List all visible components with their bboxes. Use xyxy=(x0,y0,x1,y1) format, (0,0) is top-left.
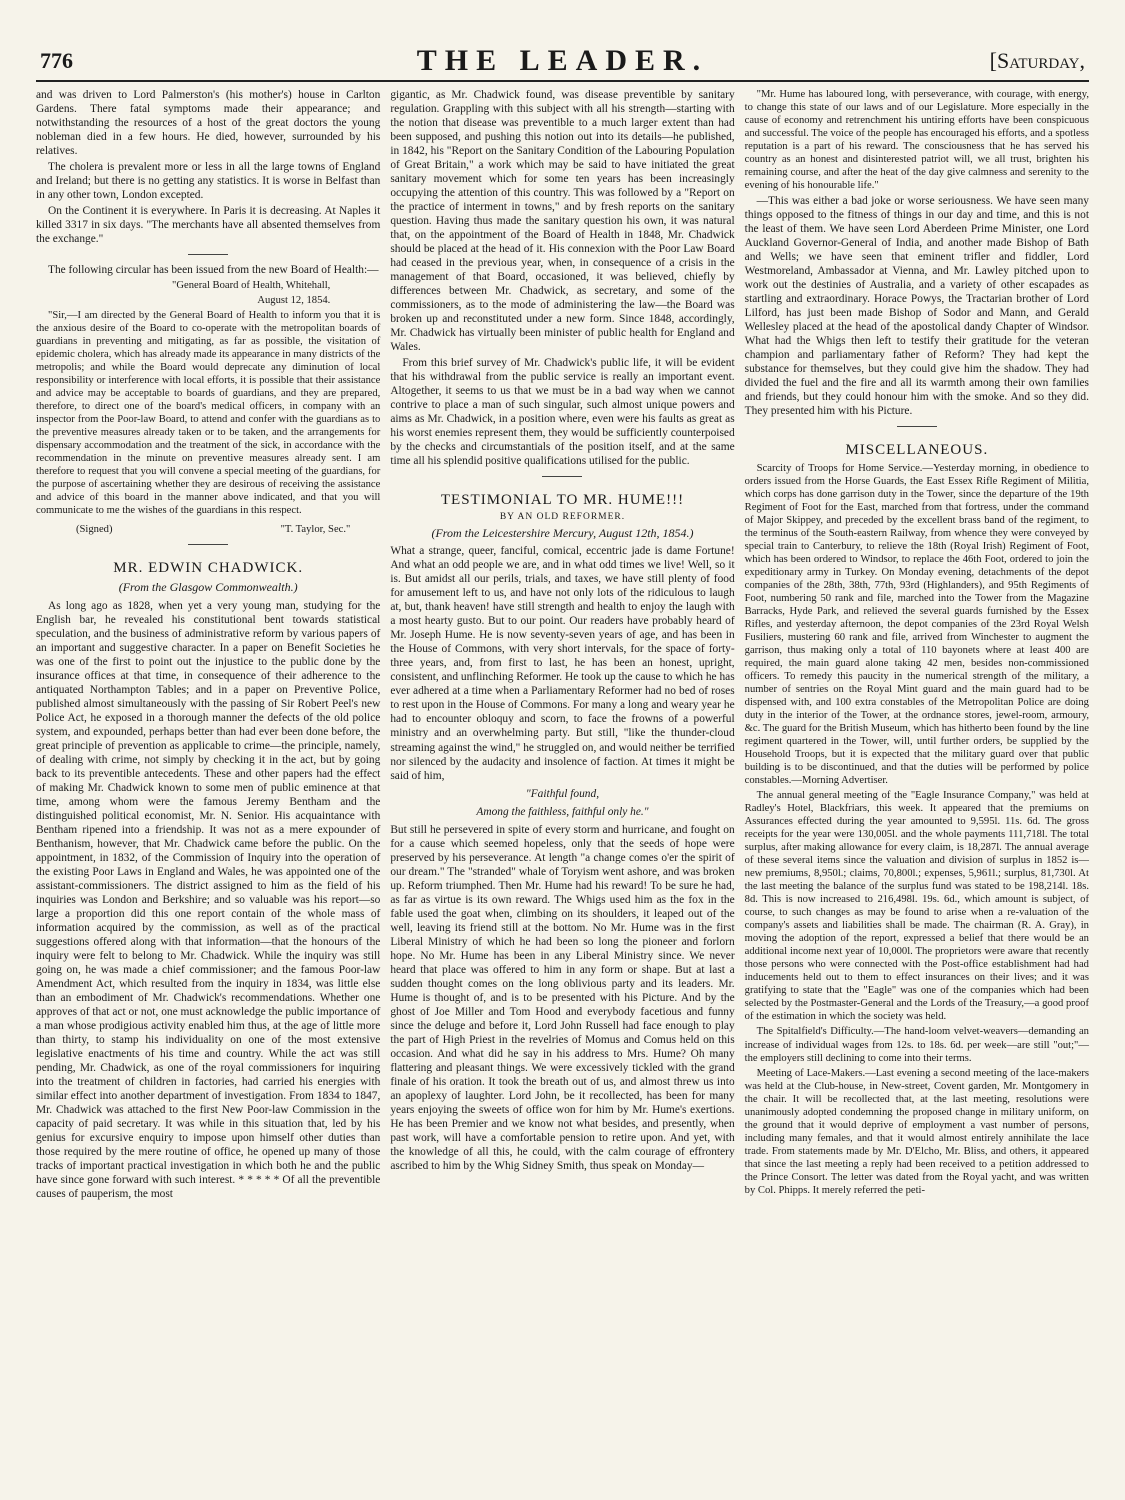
paragraph: The following circular has been issued from the new Board of Health:— xyxy=(48,264,379,277)
verse-line: "Faithful found, xyxy=(525,787,600,800)
paragraph: The cholera is prevalent more or less in all the large towns of England and Ireland; but there is no getting any statistics. It is worse in Belfast than in any other town, London excepted. xyxy=(36,161,381,202)
divider xyxy=(188,254,228,255)
paragraph: What a strange, queer, fanciful, comical, eccentric jade is dame Fortune! And what an odd people we are, and in what odd times we live! Well, so it is. But amidst all our perils, trials, and taxes, we have still plenty of food for amusement left to us, and have not only lots of the ridiculous to laugh at, but, thank heaven! have still strength and health to enjoy the laugh with a most hearty gusto. But to our point. Our readers have probably heard of Mr. Joseph Hume. He is now seventy-seven years of age, and has been in the House of Commons, with very short intervals, for the space of forty-three years, and, from first to last, he has been an honest, upright, consistent, and unflinching Reformer. He took up the cause to which he has ever adhered at a time when a Parliamentary Reformer had no bed of roses to rest upon in the House of Commons. For many a long and weary year he had to encounter obloquy and scorn, to face the frowns of a powerful ministry and an overwhelming party. But still, "like the thunder-cloud streaming against the wind," he struggled on, and would neither be terrified nor silenced by the audacity and insolence of faction. At times it might be said of him, xyxy=(390,545,735,782)
circular-date: August 12, 1854. xyxy=(257,295,331,307)
article-heading: MR. EDWIN CHADWICK. xyxy=(113,560,304,577)
news-item: Scarcity of Troops for Home Service.—Yesterday morning, in obedience to orders issued from the Horse Guards, the East Essex Rifle Regiment of Militia, which corps has done garrison duty in the Tower, since the departure of the 19th Regiment of Foot for the East, marched from that fortress, under the command of Major Skippey, and preceded by the excellent brass band of the regiment, to the terminus of the South-eastern Railway, from whence they were conveyed by special train to Canterbury, to relieve the 18th (Royal Irish) Regiment of Foot, which has been ordered to Windsor, to replace the 46th Foot, ordered to join the expeditionary army in Turkey. On Monday evening, detachments of the depot companies of the 28th, 38th, 77th, 93rd (Highlanders), and 95th Regiments of Foot, numbering 50 rank and file, marched into the Tower from the Magazine Barracks, Hyde Park, and relieved the several guards furnished by the Essex Rifles, and yesterday afternoon, the depot companies of the 23rd Royal Welsh Fusiliers, mustering 60 rank and file, arrived from Winchester to augment the garrison, thus making only a total of 110 bayonets where at least 400 are required, the main guard alone taking 42 men, besides non-commissioned officers. To remedy this paucity in the numerical strength of the military, a number of sentries on the Royal Mint guard and the main guard had to be dispensed with, and 100 extra constables of the Metropolitan Police are doing duty in the interior of the Tower, at the ordnance stores, jewel-room, armoury, &c. The guard for the British Museum, which has hitherto been found by the line regiment quartered in the Tower, will, until further orders, be supplied by the Household Troops, but it is expected that the military guard over that public building is to be discontinued, and that the duties will be performed by police constables.—Morning Advertiser. xyxy=(744,462,1089,787)
paragraph: and was driven to Lord Palmerston's (his mother's) house in Carlton Gardens. There fatal symptoms made their appearance; and notwithstanding the resources of a host of the great doctors the young nobleman died in a few hours. He died, however, surrounded by his relatives. xyxy=(36,89,381,158)
paragraph: From this brief survey of Mr. Chadwick's public life, it will be evident that his withdrawal from the public service is really an important event. Altogether, it seems to us that we must be in a bad way when we cannot contrive to place a man of such singular, such almost unique powers and aims as Mr. Chadwick, in a position where, even were his faults as great as his worst enemies represent them, they would be sufficiently counterpoised by the checks and circumstantials of the position itself, and at the same time all his splendid positive qualifications utilised for the public. xyxy=(390,357,735,468)
article-source: (From the Glasgow Commonwealth.) xyxy=(118,579,298,594)
column-2 xyxy=(390,88,734,1203)
masthead xyxy=(36,0,1089,82)
article-byline: BY AN OLD REFORMER. xyxy=(499,511,626,522)
section-heading: MISCELLANEOUS. xyxy=(845,442,989,459)
page-number: 776 xyxy=(40,48,73,73)
article-heading: TESTIMONIAL TO MR. HUME!!! xyxy=(440,492,685,509)
circular-body: "Sir,—I am directed by the General Board of Health to inform you that it is the anxious desire of the Board to co-operate with the metropolitan boards of guardians in preventing and mitigating, as far as possible, the visitation of epidemic cholera, which has already made its appearance in many districts of the metropolis; and while the Board would deprecate any diminution of local responsibility or interference with local efforts, it is possible that their assistance and advice may be acceptable to boards of guardians, and they are prepared, therefore, to direct one of the board's medical officers, in company with an inspector from the Poor-law Board, to attend and confer with the guardians as to the preventive measures already taken or to be taken, and the arrangements for dispensary accommodation and the treatment of the sick, in accordance with the recommendation in the minute on preventive measures already sent. I am therefore to request that you will convene a special meeting of the guardians, for the purpose of ascertaining whether they are desirous of receiving the assistance and advice of this board in the manner above indicated, and that you will communicate to me the wishes of the guardians in this respect. xyxy=(36,310,381,517)
columns xyxy=(36,82,1089,1203)
newspaper-title: THE LEADER. xyxy=(416,44,709,77)
news-item: The Spitalfield's Difficulty.—The hand-loom velvet-weavers—demanding an increase of individual wages from 12s. to 18s. 6d. per week—are still "out;"—the employers still declining to come into their terms. xyxy=(744,1026,1089,1064)
verse-line: Among the faithless, faithful only he." xyxy=(476,805,649,818)
article-source: (From the Leicestershire Mercury, August 12th, 1854.) xyxy=(431,525,694,540)
signature-line xyxy=(36,519,380,536)
paragraph: gigantic, as Mr. Chadwick found, was disease preventible by sanitary regulation. Grappling with this subject with all his strength—starting with the notion that disease was preventible to a much larger extent than had been supposed, and pushing this notion out into its details—he published, in 1842, his "Report on the Sanitary Condition of the Labouring Population of Great Britain," a work which may be said to have initiated the great sanitary movement which for some ten years has been increasingly occupying the attention of this country. This was followed by a "Report on the practice of interment in towns," and by fresh reports on the sanitary question. Having thus made the sanitary question his own, it was natural that, on the appointment of the Board of Health in 1848, Mr. Chadwick should be placed at the head of it. His connexion with the Poor Law Board had ceased in the previous year, when, in consequence of a crisis in the management of that Board, occasioned, it was believed, chiefly by differences between Mr. Chadwick, as secretary, and some of the commissioners, as to the mode of administering the law—the Board was broken up and reconstituted under a new form. Since 1848, accordingly, Mr. Chadwick has virtually been minister of public health for England and Wales. xyxy=(390,89,735,354)
signed-label: (Signed) xyxy=(76,524,113,536)
divider xyxy=(897,426,937,427)
news-item: Meeting of Lace-Makers.—Last evening a second meeting of the lace-makers was held at the Club-house, in New-street, Covent garden, Mr. Montgomery in the chair. It will be recollected that, at the last meeting, resolutions were unanimously adopted condemning the proposed change in military uniform, on the ground that it would deprive of employment a vast number of persons, including many females, and that it would almost entirely annihilate the lace trade. From statements made by Mr. D'Elcho, Mr. Bliss, and others, it appeared that since the last meeting a reply had been received to a petition addressed to the Prince Consort. The letter was dated from the Royal yacht, and was written by Col. Phipps. It merely referred the peti- xyxy=(744,1067,1089,1196)
weekday: [Saturday, xyxy=(989,48,1085,73)
paragraph: —This was either a bad joke or worse seriousness. We have seen many things opposed to the fitness of things in our day and time, and this is not the least of them. We have seen Lord Aberdeen Prime Minister, one Lord Auckland Governor-General of India, and another made Bishop of Bath and Wells; we have seen that eminent trifler and fiddler, Lord Westmoreland, Ambassador at Vienna, and Mr. Lawley pitched upon to work out the destinies of Australia, and a variety of other escapades as startling and extraordinary. Horace Powys, the Tractarian brother of Lord Lilford, has just been made Bishop of Sodor and Mann, and Gerald Wellesley placed at the head of the apostolical dandy Chapter of Windsor. What had the Whigs then left to testify their gratitude for the veteran champion and parliamentary father of Reform? They had kept the substance for themselves, but they could give him the shadow. They had divided the fuel and the fire and all its warmth among their own families and friends, but they could honour him with the smoke. And so they did. They presented him with his Picture. xyxy=(744,195,1089,418)
paragraph: On the Continent it is everywhere. In Paris it is decreasing. At Naples it killed 3317 in six days. "The merchants have all absented themselves from the exchange." xyxy=(36,205,381,246)
news-item: The annual general meeting of the "Eagle Insurance Company," was held at Radley's Hotel, Blackfriars, this week. It appeared that the premiums on Assurances effected during the year amounted to 9,595l. 11s. 6d. The gross receipts for the year were 130,005l. and the whole payments 111,718l. The total surplus, after making allowance for every claim, is 18,287l. The annual average of these several items since the valuation and division of surplus in 1852 is—new premiums, 8,950l.; claims, 70,800l.; expenses, 5,961l.; surplus, 81,730l. At the last meeting the balance of the surplus fund was stated to be 198,214l. 18s. 8d. This is now increased to 216,498l. 19s. 6d., which amount is subject, of course, to such changes as may be found to arise when a re-valuation of the company's assets and liabilities shall be made. The chairman (R. A. Gray), in moving the adoption of the report, expressed a belief that there would be an additional income next year of 10,000l. The proprietors were aware that recently those persons who were connected with the Post-office establishment had had inducements held out to them to effect insurances on their lives; and it was gratifying to state that the "Eagle" was one of the companies which had been selected by the Postmaster-General and the Lords of the Treasury,—a good proof of the estimation in which the society was held. xyxy=(744,790,1089,1023)
divider xyxy=(188,544,228,545)
signer: "T. Taylor, Sec." xyxy=(280,524,351,536)
circular-header: "General Board of Health, Whitehall, xyxy=(172,280,331,292)
paragraph: As long ago as 1828, when yet a very young man, studying for the English bar, he revealed his constitutional bent towards statistical speculation, and the business of administrative reform by various papers of an important and suggestive character. In a paper on Benefit Societies he was one of the first to point out the injustice to the public done by the insurance offices at that time, in consequence of their adherence to the antiquated Northampton Tables; and in a paper on Preventive Police, published almost simultaneously with the passing of Sir Robert Peel's new Police Act, he exposed in a thorough manner the defects of the old police system, and expounded, perhaps better than had ever been done before, the great principle of prevention as applicable to crime—the principle, namely, of dealing with crime, not simply by checking it in the act, but by going back to its preventible antecedents. These and other papers had the effect of making Mr. Chadwick known to some men of public eminence at that time, among whom were the famous Jeremy Bentham and the distinguished political economist, Mr. N. Senior. His acquaintance with Bentham ripened into a friendship. It was not as a mere expounder of Benthanism, however, that Mr. Chadwick came before the public. On the appointment, in 1832, of the Commission of Inquiry into the operation of the existing Poor Laws in England and Wales, he was appointed one of the assistant-commissioners. The district assigned to him as the field of his inquiries was London and Berkshire; and so valuable was his report—so large a proportion did this one report contain of the whole mass of information acquired by the commission, as well as of the practical suggestions offered along with that information—that the honours of the inquiry were felt to belong to Mr. Chadwick. While the inquiry was still going on, he was made a chief commissioner; and the famous Poor-law Amendment Act, which resulted from the inquiry in 1834, was little else than an embodiment of Mr. Chadwick's recommendations. Whether one approves of that act or not, one must acknowledge the public importance of a man whose prodigious activity enabled him thus, at the age of little more than thirty, to stamp his individuality on one of the most extensive legislative enactments of his time and country. While the act was still pending, Mr. Chadwick, as one of the royal commissioners for inquiring into the treatment of children in factories, had carried his energies with similar effect into another department of investigation. From 1834 to 1847, Mr. Chadwick was attached to the first New Poor-law Commission in the capacity of paid secretary. It was while in this situation that, led by his genius for excursive enquiry to impose upon himself other duties than those required by the mere routine of office, he opened up many of those tracks of important practical investigation in which both he and the public have since gone forward with such interest. * * * * * Of all the preventible causes of pauperism, the most xyxy=(36,599,381,1201)
quotation: "Mr. Hume has laboured long, with perseverance, with courage, with energy, to change this state of our laws and of our Legislature. More especially in the cause of economy and retrenchment his untiring efforts have been conspicuous and successful. The voice of the people has encouraged his efforts, and a spotless reputation is a part of his reward. The consciousness that he has served his country as an honest and disinterested patriot will, we all trust, brighten his remaining course, and after the heat of the day give calmness and serenity to the evening of his honourable life." xyxy=(744,89,1089,192)
paragraph: But still he persevered in spite of every storm and hurricane, and fought on for a cause which seemed hopeless, only that the seeds of hope were preserved by his perseverance. At length "a change comes o'er the spirit of our dream." The "stranded" whale of Toryism went ashore, and was broken up. Reform triumphed. Then Mr. Hume had his reward! To be sure he had, as far as virtue is its own reward. The Whigs used him as the fox in the fable used the goat when, climbing on its shoulders, it leaped out of the well, leaving its friend still at the bottom. No Mr. Hume was in the first Liberal Ministry of which he had been so long the pioneer and forlorn hope. No Mr. Hume has been in any Liberal Ministry since. We never heard that place was offered to him in any form or shape. But at last a sudden thought comes on the long oblivious party and its leaders. Mr. Hume is thought of, and is to be presented with his Picture. And by the ghost of Joe Miller and Tom Hood and everybody facetious and funny since the deluge and before it, Lord John Russell had face enough to play the part of High Priest in the revelries of Momus and Comus held on this occasion. And what did he say in his address to Mrs. Hume? Oh many flattering and pleasant things. We were excessively tickled with the grand finale of his oration. It took the breath out of us, and almost threw us into an apoplexy of laughter. Lord John, be it recollected, has been for many years enjoying the sweets of office won for him by Mr. Hume's exertions. He has been Premier and we know not what besides, and presently, when past work, will have a comfortable pension to retire upon. And yet, with the knowledge of all this, he could, with the calm courage of effrontery ascribed to him by the Whig Sidney Smith, thus speak on Monday— xyxy=(390,823,735,1172)
divider xyxy=(542,476,582,477)
column-1 xyxy=(36,88,380,1203)
column-3 xyxy=(745,88,1089,1203)
